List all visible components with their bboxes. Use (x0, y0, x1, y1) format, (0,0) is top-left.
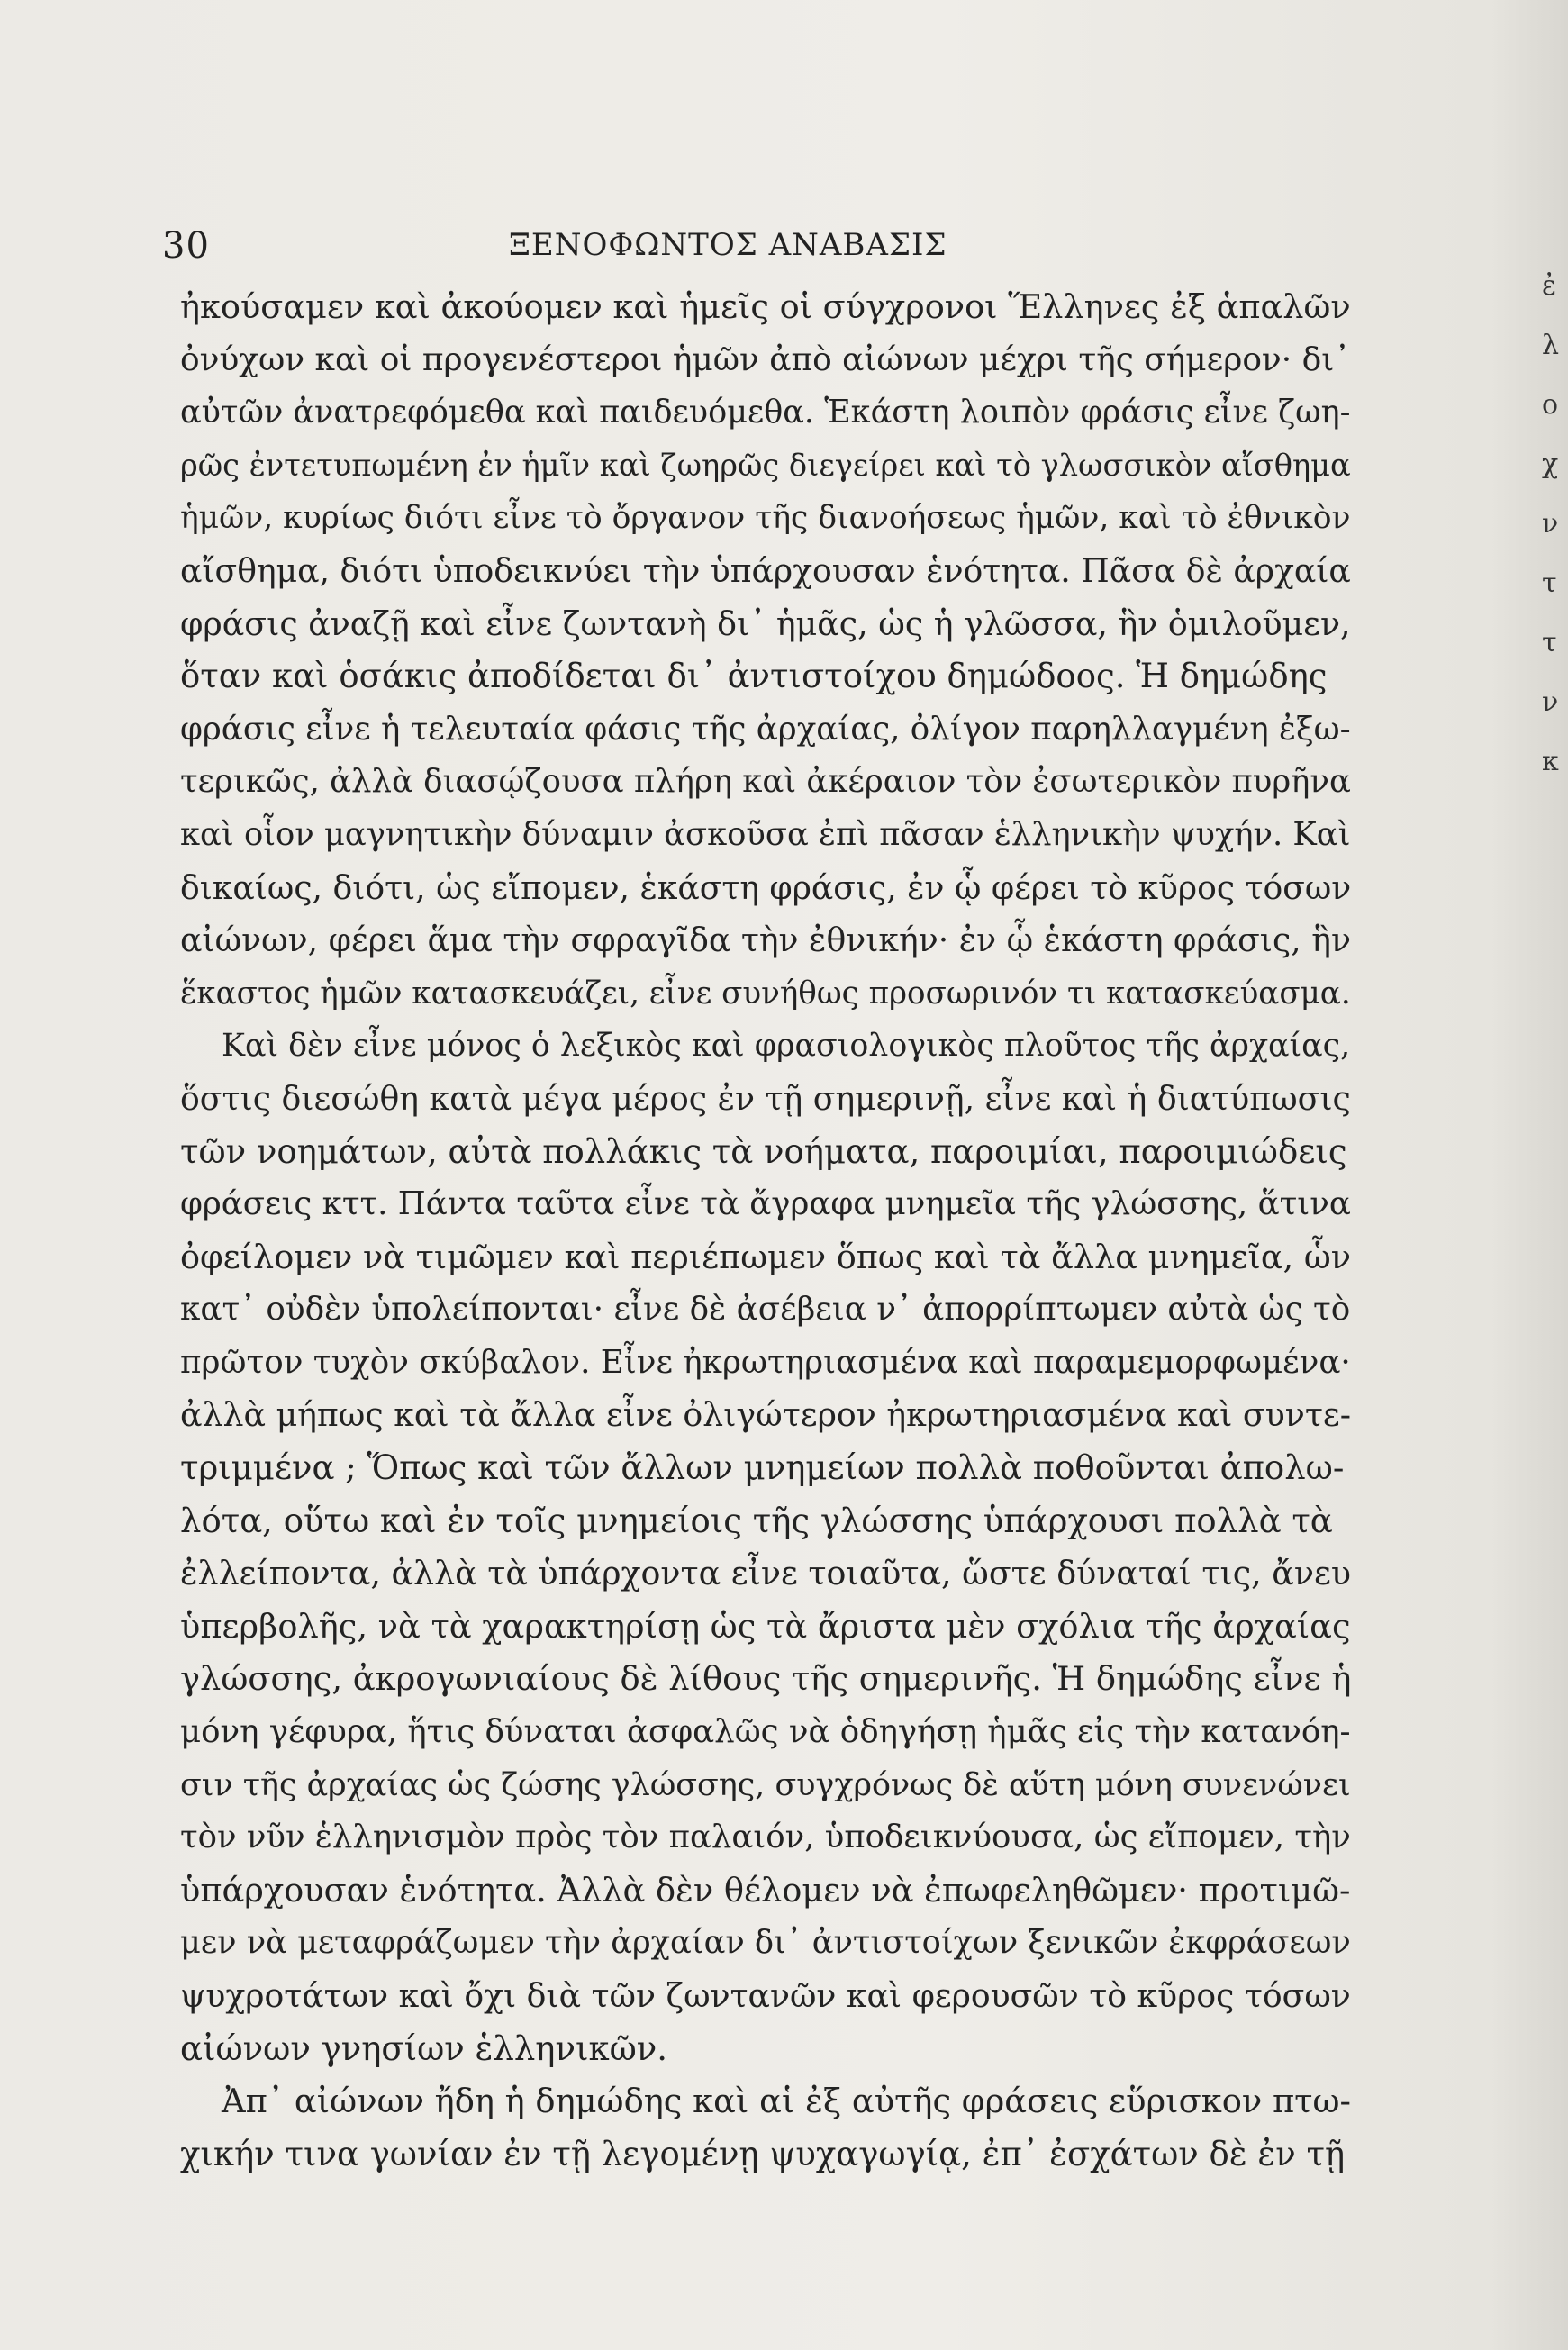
text-line: ὀνύχων καὶ οἱ προγενέστεροι ἡμῶν ἀπὸ αἰώνων μέχρι τῆς σήμερον· δι᾿ (180, 340, 1351, 378)
text-line: τριμμένα ; Ὅπως καὶ τῶν ἄλλων μνημείων πολλὰ ποθοῦνται ἀπολω- (180, 1448, 1345, 1488)
text-line: ἐλλείποντα, ἀλλὰ τὰ ὑπάρχοντα εἶνε τοιαῦτα, ὥστε δύναταί τις, ἄνευ (180, 1554, 1351, 1593)
text-line: φράσις εἶνε ἡ τελευταία φάσις τῆς ἀρχαίας, ὀλίγον παρηλλαγμένη ἐξω- (180, 710, 1351, 748)
text-line: ὑπερβολῆς, νὰ τὰ χαρακτηρίσῃ ὡς τὰ ἄριστα μὲν σχόλια τῆς ἀρχαίας (180, 1606, 1351, 1646)
margin-letter: κ (1542, 746, 1559, 777)
text-line: τερικῶς, ἀλλὰ διασῴζουσα πλήρη καὶ ἀκέραιον τὸν ἐσωτερικὸν πυρῆνα (180, 763, 1351, 801)
text-line: δικαίως, διότι, ὡς εἴπομεν, ἑκάστη φράσις, ἐν ᾧ φέρει τὸ κῦρος τόσων (180, 868, 1351, 907)
paragraph-first-line: Ἀπ᾿ αἰώνων ἤδη ἡ δημώδης καὶ αἱ ἐξ αὐτῆς φράσεις εὕρισκον πτω- (222, 2082, 1351, 2121)
text-line: ὅταν καὶ ὁσάκις ἀποδίδεται δι᾿ ἀντιστοίχου δημώδοος. Ἡ δημώδης (180, 657, 1328, 696)
paragraph-first-line: Καὶ δὲν εἶνε μόνος ὁ λεξικὸς καὶ φρασιολογικὸς πλοῦτος τῆς ἀρχαίας, (222, 1028, 1351, 1065)
text-line: ὑπάρχουσαν ἑνότητα. Ἀλλὰ δὲν θέλομεν νὰ ἐπωφεληθῶμεν· προτιμῶ- (180, 1870, 1351, 1910)
text-line: ὀφείλομεν νὰ τιμῶμεν καὶ περιέπωμεν ὅπως καὶ τὰ ἄλλα μνημεῖα, ὧν (180, 1237, 1351, 1276)
margin-letter: ο (1542, 389, 1559, 421)
text-line: φράσις ἀναζῇ καὶ εἶνε ζωντανὴ δι᾿ ἡμᾶς, ὡς ἡ γλῶσσα, ἣν ὁμιλοῦμεν, (180, 603, 1351, 643)
text-line: χικήν τινα γωνίαν ἐν τῇ λεγομένῃ ψυχαγωγίᾳ, ἐπ᾿ ἐσχάτων δὲ ἐν τῇ (180, 2134, 1346, 2173)
text-line: ἀλλὰ μήπως καὶ τὰ ἄλλα εἶνε ὀλιγώτερον ἠκρωτηριασμένα καὶ συντε- (180, 1395, 1351, 1435)
text-line: φράσεις κττ. Πάντα ταῦτα εἶνε τὰ ἄγραφα μνημεῖα τῆς γλώσσης, ἅτινα (180, 1185, 1351, 1223)
text-line: ψυχροτάτων καὶ ὄχι διὰ τῶν ζωντανῶν καὶ φερουσῶν τὸ κῦρος τόσων (180, 1976, 1351, 2015)
text-line: καὶ οἷον μαγνητικὴν δύναμιν ἀσκοῦσα ἐπὶ πᾶσαν ἑλληνικὴν ψυχήν. Καὶ (180, 815, 1351, 853)
text-line: αἴσθημα, διότι ὑποδεικνύει τὴν ὑπάρχουσαν ἑνότητα. Πᾶσα δὲ ἀρχαία (180, 550, 1351, 590)
text-line: τῶν νοημάτων, αὐτὰ πολλάκις τὰ νοήματα, παροιμίαι, παροιμιώδεις (180, 1131, 1347, 1171)
text-line: μεν νὰ μεταφράζωμεν τὴν ἀρχαίαν δι᾿ ἀντιστοίχων ξενικῶν ἐκφράσεων (180, 1924, 1351, 1962)
text-line: ρῶς ἐντετυπωμένη ἐν ἡμῖν καὶ ζωηρῶς διεγείρει καὶ τὸ γλωσσικὸν αἴσθημα (180, 447, 1351, 483)
text-line: κατ᾿ οὐδὲν ὑπολείπονται· εἶνε δὲ ἀσέβεια ν᾿ ἀπορρίπτωμεν αὐτὰ ὡς τὸ (180, 1291, 1351, 1329)
text-line: αἰώνων, φέρει ἅμα τὴν σφραγῖδα τὴν ἐθνικήν· ἐν ᾧ ἑκάστη φράσις, ἣν (180, 921, 1351, 960)
margin-letter: τ (1542, 627, 1557, 658)
text-line: γλώσσης, ἀκρογωνιαίους δὲ λίθους τῆς σημερινῆς. Ἡ δημώδης εἶνε ἡ (180, 1659, 1351, 1699)
text-line: ὅστις διεσώθη κατὰ μέγα μέρος ἐν τῇ σημερινῇ, εἶνε καὶ ἡ διατύπωσις (180, 1078, 1351, 1118)
text-line: πρῶτον τυχὸν σκύβαλον. Εἶνε ἠκρωτηριασμένα καὶ παραμεμορφωμένα· (180, 1343, 1351, 1381)
margin-letter: τ (1542, 567, 1557, 599)
text-line: ἠκούσαμεν καὶ ἀκούομεν καὶ ἡμεῖς οἱ σύγχρονοι Ἕλληνες ἐξ ἁπαλῶν (180, 287, 1351, 326)
body-text (180, 281, 1351, 2181)
text-line: ἕκαστος ἡμῶν κατασκευάζει, εἶνε συνήθως προσωρινόν τι κατασκεύασμα. (180, 975, 1351, 1012)
margin-letter: ἐ (1542, 270, 1557, 302)
text-line: ἡμῶν, κυρίως διότι εἶνε τὸ ὄργανον τῆς διανοήσεως ἡμῶν, καὶ τὸ ἐθνικὸν (180, 500, 1351, 537)
margin-letter: ν (1542, 686, 1559, 718)
text-line: λότα, οὕτω καὶ ἐν τοῖς μνημείοις τῆς γλώσσης ὑπάρχουσι πολλὰ τὰ (180, 1501, 1333, 1540)
text-line: μόνη γέφυρα, ἥτις δύναται ἀσφαλῶς νὰ ὁδηγήσῃ ἡμᾶς εἰς τὴν κατανόη- (180, 1713, 1351, 1751)
margin-letter: ν (1542, 508, 1559, 540)
margin-letter: λ (1542, 330, 1560, 361)
margin-letter: χ (1542, 449, 1559, 480)
page-header (162, 225, 1360, 279)
text-line: αὐτῶν ἀνατρεφόμεθα καὶ παιδευόμεθα. Ἑκάστη λοιπὸν φράσις εἶνε ζωη- (180, 394, 1351, 431)
page-number: 30 (162, 225, 210, 267)
running-title: ΞΕΝΟΦΩΝΤΟΣ ΑΝΑΒΑΣΙΣ (509, 227, 947, 263)
text-line: αἰώνων γνησίων ἑλληνικῶν. (180, 2028, 668, 2068)
text-line: τὸν νῦν ἑλληνισμὸν πρὸς τὸν παλαιόν, ὑποδεικνύουσα, ὡς εἴπομεν, τὴν (180, 1819, 1351, 1856)
facing-page-bleed (1542, 270, 1568, 805)
text-line: σιν τῆς ἀρχαίας ὡς ζώσης γλώσσης, συγχρόνως δὲ αὕτη μόνη συνενώνει (180, 1766, 1351, 1803)
